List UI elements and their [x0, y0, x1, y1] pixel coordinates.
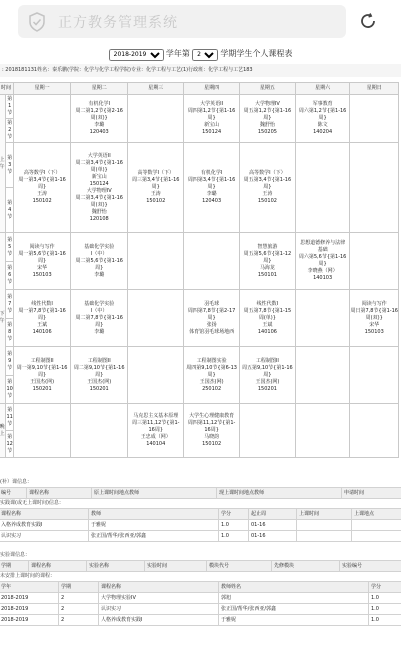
column-header: 学年	[0, 582, 59, 593]
course-line: 宋华	[369, 321, 380, 328]
course-line: 高等数学I（下）	[23, 170, 61, 176]
course-line: 150201	[32, 385, 52, 392]
period-label: 第12节	[6, 431, 14, 458]
course-line: 大学英语II	[87, 152, 111, 159]
address-bar[interactable]	[18, 5, 346, 38]
course-line: 智慧旅游	[257, 243, 278, 250]
column-header: 上课时间	[297, 509, 352, 520]
empty-cell	[184, 233, 240, 290]
course-line: I（中）	[90, 307, 108, 314]
table-cell: 于雅妮	[219, 615, 369, 626]
course-line: 线性代数I	[256, 300, 279, 307]
course-line: 周四第3,4节{第1-16	[187, 177, 236, 183]
course-line: 宋华	[37, 264, 48, 271]
period-label: 第4节	[6, 188, 14, 233]
schedule-heading	[0, 44, 401, 64]
empty-cell	[350, 404, 399, 458]
shield-check-icon	[28, 12, 46, 32]
course-line: 140103	[313, 275, 333, 281]
course-line: 高等数学I（下）	[137, 170, 174, 176]
course-line: 基础	[317, 247, 328, 253]
course-line: 周}	[207, 115, 216, 121]
course-cell[interactable]	[295, 233, 350, 290]
empty-cell	[295, 290, 350, 347]
course-line: 周四第9,10节{第6-13	[186, 364, 237, 371]
course-line: 周}	[207, 371, 216, 378]
course-line: 150102	[32, 198, 52, 204]
course-cell[interactable]	[240, 233, 296, 290]
course-line: 大学物理IV	[254, 101, 280, 107]
table-cell: 于雅妮	[89, 520, 219, 531]
course-line: 陈文	[317, 122, 328, 128]
table-cell: 张正国/帮华/张西亚/郭鑫	[219, 604, 369, 615]
course-line: 周}	[318, 261, 327, 267]
course-cell[interactable]	[184, 290, 240, 347]
course-line: 周}	[151, 184, 160, 190]
course-line: 线性代数I	[31, 300, 53, 307]
course-line: 周}	[263, 371, 272, 378]
course-line: 工程制图II	[255, 357, 279, 364]
course-line: 周二第9,10节{第1-16	[73, 364, 125, 371]
empty-cell	[128, 233, 184, 290]
table-cell: 1.0	[369, 604, 401, 615]
empty-cell	[14, 95, 71, 143]
course-line: 大学生心理健康教育	[189, 413, 235, 419]
table-row	[0, 531, 401, 542]
column-header: 课程名称	[29, 561, 87, 572]
course-line: 王国杰(网)	[199, 378, 224, 385]
table-cell	[352, 520, 401, 531]
student-info: : 2018181131姓名：秦乐鹏(学院：化学与化学工程学院)专业：化学工程与工艺(1)行政班：化学工程与工艺183	[0, 64, 401, 77]
empty-cell	[350, 95, 399, 143]
empty-cell	[128, 347, 184, 404]
column-header: 实验时间	[145, 561, 207, 572]
empty-cell	[71, 404, 128, 458]
column-header: 学期	[0, 561, 29, 572]
day-header: 星期四	[184, 83, 240, 95]
course-line: 周四第11,12节{第1-	[187, 420, 236, 426]
empty-cell	[128, 95, 184, 143]
table-cell: 1.0	[219, 531, 249, 542]
course-line: 周(双)}	[90, 201, 108, 208]
course-line: 周}	[38, 257, 47, 264]
course-line: 周三第3,4节{第1-16	[131, 177, 180, 183]
course-line: 魏舒怡	[259, 122, 275, 128]
course-line: 周}	[95, 264, 104, 271]
course-line: 李璐	[94, 328, 105, 335]
course-line: 周}	[38, 184, 47, 190]
empty-cell	[295, 143, 350, 233]
course-line: 王斌	[37, 321, 48, 328]
course-line: 150102	[146, 198, 166, 204]
empty-cell	[240, 404, 296, 458]
reload-icon[interactable]	[358, 11, 378, 31]
course-line: 马海龙	[259, 264, 275, 271]
column-header: 学期	[59, 582, 99, 593]
column-header: 起止周	[249, 509, 297, 520]
course-line: 周日第7,8节{第1-16	[350, 307, 398, 314]
period-label: 第2节	[6, 119, 14, 143]
course-line: 李璐	[94, 271, 105, 278]
course-cell[interactable]	[71, 347, 128, 404]
table-cell: 1.0	[369, 593, 401, 604]
course-line: 150201	[89, 385, 109, 392]
course-line: 高等数学I（下）	[249, 170, 286, 176]
column-header: 先修模块	[272, 561, 340, 572]
year-suffix: 学年第	[165, 49, 190, 58]
course-line: 基础化学实验	[84, 243, 115, 250]
course-cell[interactable]	[295, 95, 350, 143]
experiment-table	[0, 560, 401, 572]
course-cell[interactable]	[71, 143, 128, 233]
table-row	[0, 593, 401, 604]
table-cell: 2	[59, 593, 99, 604]
adjust-table	[0, 487, 401, 499]
adjust-title: (补）课信息：	[0, 479, 32, 485]
column-header: 现上课时间地点教师	[217, 488, 342, 499]
course-line: 150103	[364, 328, 384, 335]
course-line: 马晓韵	[204, 434, 220, 440]
period-label: 第6节	[6, 262, 14, 290]
course-line: 王国杰(网)	[255, 378, 280, 385]
table-cell	[352, 531, 401, 542]
table-cell: 1.0	[219, 520, 249, 531]
period-label: 第1节	[6, 95, 14, 119]
column-header: 课程名称	[27, 488, 92, 499]
day-header: 星期日	[350, 83, 399, 95]
course-line: 周(单)}	[258, 314, 276, 321]
course-line: 120108	[89, 215, 109, 222]
course-line: 周三第11,12节{第1-	[131, 420, 180, 426]
course-line: 周}	[207, 314, 216, 321]
period-label: 第3节	[6, 143, 14, 188]
course-line: 周五第7,8节{第1-15	[243, 307, 292, 314]
course-cell[interactable]	[240, 95, 296, 143]
day-header: 星期一	[14, 83, 71, 95]
column-header: 学分	[369, 582, 401, 593]
course-line: 周}	[95, 371, 104, 378]
course-line: 周四第7,8节{第2-17	[187, 307, 236, 314]
empty-cell	[350, 347, 399, 404]
period-label: 第7节	[6, 290, 14, 319]
course-line: 周二第5,6节{第1-16	[75, 257, 123, 264]
table-cell: 1.0	[369, 615, 401, 626]
table-cell: 郭旭	[219, 593, 369, 604]
course-cell[interactable]	[71, 233, 128, 290]
heading-title: 学期学生个人课程表	[220, 49, 293, 58]
course-line: 150101	[257, 271, 277, 278]
practice-title: 实践课(或无上课时间)信息：	[0, 500, 64, 506]
course-line: 工程制图II	[87, 357, 111, 364]
column-header: 课程名称	[99, 582, 219, 593]
course-line: 李晓燕（网）	[307, 268, 338, 274]
course-line: 王国杰(网)	[87, 378, 112, 385]
table-cell: 2	[59, 615, 99, 626]
table-cell: 人格养成教育实践I	[99, 615, 219, 626]
course-line: 周一第7,8节{第1-16	[18, 307, 66, 314]
course-line: 16周}	[148, 427, 163, 433]
course-line: 工程制图实验	[196, 357, 227, 364]
course-cell[interactable]	[14, 143, 71, 233]
period-label: 第10节	[6, 376, 14, 404]
course-line: 周}	[263, 257, 272, 264]
period-label: 第5节	[6, 233, 14, 262]
course-line: 120403	[202, 198, 222, 204]
course-line: 150124	[89, 180, 109, 187]
period-label: 第8节	[6, 319, 14, 347]
table-cell: 01-16	[249, 520, 297, 531]
table-cell	[297, 531, 352, 542]
course-line: 150102	[257, 198, 277, 204]
course-line: 大学物理IV	[86, 187, 112, 194]
course-line: 周}	[95, 321, 104, 328]
course-line: 周(双)}	[90, 115, 108, 121]
course-cell[interactable]	[14, 347, 71, 404]
course-line: 周五第3,4节{第1-16	[243, 177, 292, 183]
course-line: 周二第1,2节{第2-16	[75, 108, 123, 114]
course-line: 16周}	[204, 427, 219, 433]
table-cell: 2018-2019	[0, 593, 59, 604]
column-header: 课程名称	[0, 509, 89, 520]
course-cell[interactable]	[240, 347, 296, 404]
course-line: 150201	[257, 385, 277, 392]
experiment-title: 实验课信息：	[0, 552, 31, 558]
course-line: 体育馆羽毛球场地西	[189, 328, 235, 335]
slot-label: 上午	[0, 95, 6, 233]
day-header: 星期三	[128, 83, 184, 95]
course-line: 周}	[38, 371, 47, 378]
course-cell[interactable]	[14, 233, 71, 290]
table-cell: 入格养成教育实践I	[0, 520, 89, 531]
course-line: 周(单)}	[90, 166, 108, 173]
course-cell[interactable]	[14, 290, 71, 347]
course-line: 王涛	[262, 191, 273, 197]
course-line: 周六第1,2节{第1-16	[298, 108, 347, 114]
course-line: 周一第5,6节{第1-16	[18, 250, 66, 257]
course-line: 王涛	[37, 191, 48, 197]
empty-cell	[295, 347, 350, 404]
column-header: 学分	[219, 509, 249, 520]
course-line: 150103	[32, 271, 52, 278]
course-line: 王斌	[262, 321, 273, 328]
course-line: 周一第9,10节{第1-16	[16, 364, 68, 371]
course-line: 250102	[202, 385, 222, 392]
course-line: 周}	[318, 115, 327, 121]
column-header: 教师姓名	[219, 582, 369, 593]
course-line: 周五第1,2节{第1-16	[243, 108, 292, 114]
day-header: 星期二	[71, 83, 128, 95]
course-line: 周}	[38, 314, 47, 321]
year-select[interactable]	[109, 49, 164, 61]
column-header: 教师	[89, 509, 219, 520]
course-line: I（中）	[90, 250, 108, 257]
course-cell[interactable]	[184, 347, 240, 404]
course-line: 思想道德修养与法律	[300, 240, 346, 246]
page-title: 正方教务管理系统	[58, 15, 178, 31]
column-header: 原上课时间地点教师	[92, 488, 217, 499]
empty-cell	[350, 143, 399, 233]
course-cell[interactable]	[240, 290, 296, 347]
table-cell: 大学物理实验IV	[99, 593, 219, 604]
column-header: 上课地点	[352, 509, 401, 520]
empty-cell	[295, 404, 350, 458]
course-line: 周}	[263, 115, 272, 121]
course-line: 王国杰(网)	[30, 378, 55, 385]
day-header: 星期六	[295, 83, 350, 95]
table-row	[0, 615, 401, 626]
course-line: 120403	[89, 129, 109, 135]
course-cell[interactable]	[128, 143, 184, 233]
course-line: 王涛	[150, 191, 161, 197]
course-line: 有机化学I	[88, 101, 110, 107]
course-line: 周六第5,6节{第1-16	[298, 254, 347, 260]
course-line: 周一第3,4节{第1-16	[18, 177, 66, 183]
table-cell: 2	[59, 604, 99, 615]
term-select[interactable]	[192, 49, 218, 61]
course-cell[interactable]	[350, 290, 399, 347]
column-header: 编号	[0, 488, 27, 499]
course-line: 魏舒怡	[91, 208, 107, 215]
period-label: 第9节	[6, 347, 14, 376]
course-line: 周五第9,10节{第1-16	[242, 364, 293, 371]
column-header: 模块代号	[207, 561, 272, 572]
course-line: 140106	[257, 328, 277, 335]
top-bar	[0, 0, 401, 44]
course-line: 140106	[32, 328, 52, 335]
course-line: 大学英语II	[200, 101, 224, 107]
course-line: 周二第3,4节{第1-16	[75, 159, 123, 166]
course-cell[interactable]	[184, 95, 240, 143]
course-line: 工程制图II	[30, 357, 54, 364]
slot-label: 晚上	[0, 404, 6, 458]
table-cell	[297, 520, 352, 531]
table-cell: 张正国/帮华/张西亚/郭鑫	[89, 531, 219, 542]
empty-cell	[350, 233, 399, 290]
course-line: 周二第7,8节{第1-16	[75, 314, 123, 321]
course-cell[interactable]	[128, 404, 184, 458]
course-line: 张扬	[206, 321, 217, 328]
course-line: 李璐	[94, 122, 105, 128]
course-line: 马克思主义基本原理	[133, 413, 179, 419]
course-line: 150102	[202, 441, 222, 447]
course-line: 王忠成（网）	[140, 434, 171, 440]
course-line: 新宝山	[204, 122, 220, 128]
course-line: 阅读与写作	[361, 300, 387, 307]
course-line: 新宝山	[91, 173, 107, 180]
course-line: 阅读与写作	[29, 243, 55, 250]
column-header: 申请时间	[342, 488, 401, 499]
course-line: 周}	[207, 184, 216, 190]
course-line: 有机化学I	[200, 170, 223, 176]
empty-cell	[14, 404, 71, 458]
column-header: 实验名称	[87, 561, 145, 572]
course-line: 周二第3,4节{第1-16	[75, 194, 123, 201]
course-line: 羽毛球	[204, 300, 220, 307]
course-line: 150205	[257, 129, 277, 135]
column-header: 实验编号	[340, 561, 401, 572]
course-cell[interactable]	[240, 143, 296, 233]
table-row	[0, 520, 401, 531]
course-line: 140104	[146, 441, 166, 447]
course-cell[interactable]	[184, 404, 240, 458]
course-line: 周五第5,6节{第1-12	[243, 250, 292, 257]
noplan-table	[0, 581, 401, 626]
noplan-title: 未安排上课时间的课程：	[0, 573, 56, 579]
table-cell: 认识实习	[99, 604, 219, 615]
course-cell[interactable]	[71, 290, 128, 347]
practice-table	[0, 508, 401, 542]
corner-cell: 时间	[0, 83, 14, 95]
course-line: 周}	[263, 184, 272, 190]
table-cell: 认识实习	[0, 531, 89, 542]
empty-cell	[128, 290, 184, 347]
course-cell[interactable]	[71, 95, 128, 143]
day-header: 星期五	[240, 83, 296, 95]
course-line: 150124	[202, 129, 222, 135]
table-cell: 01-16	[249, 531, 297, 542]
course-cell[interactable]	[184, 143, 240, 233]
course-line: 军事教育	[312, 101, 333, 107]
table-cell: 2018-2019	[0, 615, 59, 626]
course-line: 140204	[313, 129, 333, 135]
course-line: 周(双)}	[365, 314, 383, 321]
period-label: 第11节	[6, 404, 14, 431]
slot-label: 下午	[0, 233, 6, 404]
course-line: 周四第1,2节{第1-16	[187, 108, 236, 114]
table-row	[0, 604, 401, 615]
course-line: 李璐	[206, 191, 217, 197]
table-cell: 2018-2019	[0, 604, 59, 615]
timetable	[0, 82, 399, 458]
course-line: 基础化学实验	[84, 300, 115, 307]
